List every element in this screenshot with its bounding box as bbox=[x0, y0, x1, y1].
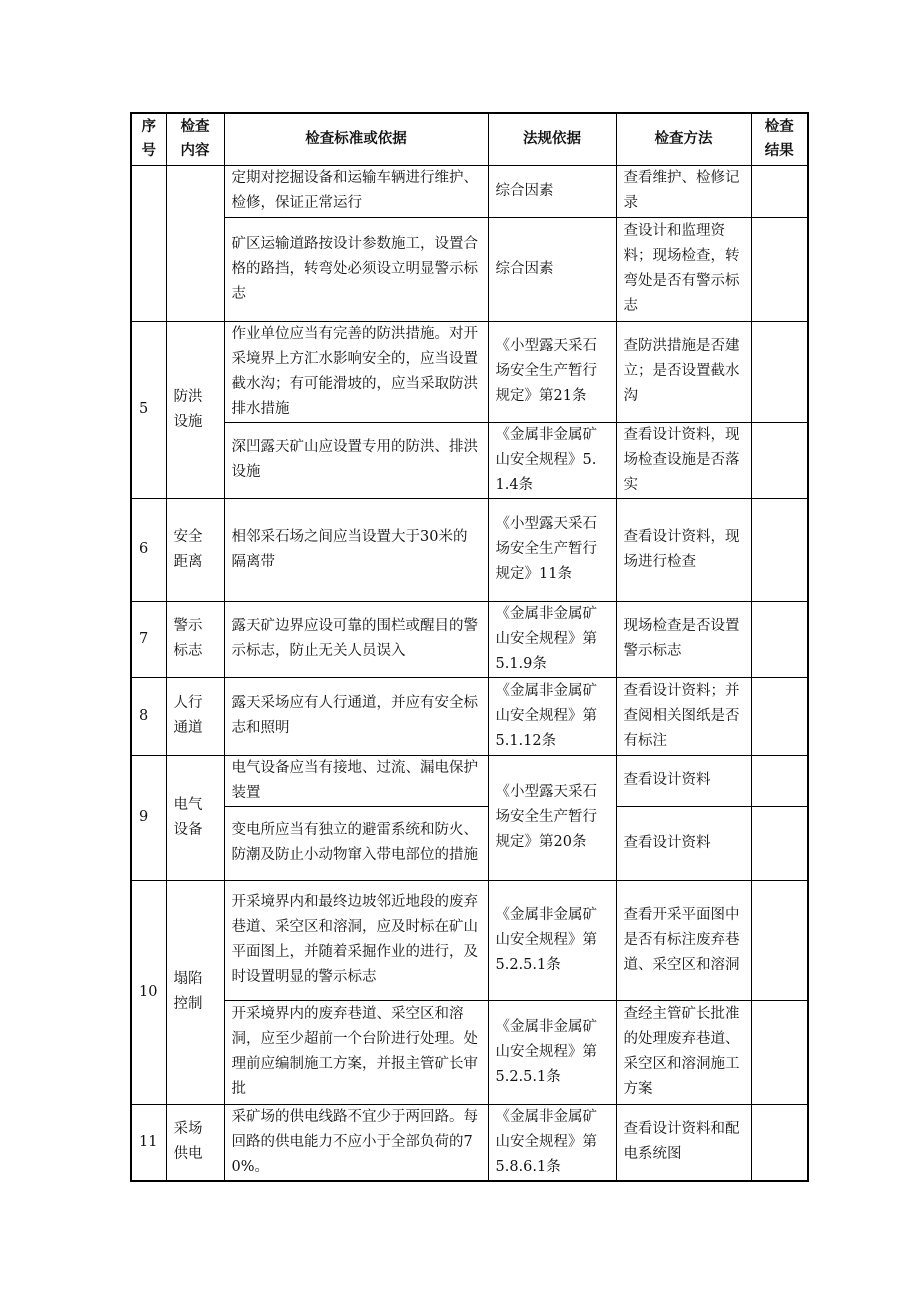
row-item: 电气设备 bbox=[166, 755, 224, 880]
header-law: 法规依据 bbox=[488, 113, 616, 165]
table-row bbox=[131, 1104, 808, 1181]
row-standard: 变电所应当有独立的避雷系统和防火、防潮及防止小动物窜入带电部位的措施 bbox=[224, 806, 488, 880]
row-no-cell bbox=[131, 165, 166, 321]
header-item: 检查内容 bbox=[166, 113, 224, 165]
table-row bbox=[131, 677, 808, 755]
row-no: 8 bbox=[131, 677, 166, 755]
table-row bbox=[131, 806, 808, 880]
row-method: 查看设计资料 bbox=[616, 806, 751, 880]
table-row bbox=[131, 755, 808, 806]
row-method: 查看设计资料，现场检查设施是否落实 bbox=[616, 422, 751, 498]
row-item: 采场供电 bbox=[166, 1104, 224, 1181]
row-no: 11 bbox=[131, 1104, 166, 1181]
table-row bbox=[131, 601, 808, 677]
row-method: 现场检查是否设置警示标志 bbox=[616, 601, 751, 677]
row-standard: 深凹露天矿山应设置专用的防洪、排洪设施 bbox=[224, 422, 488, 498]
row-item: 安全距离 bbox=[166, 498, 224, 601]
row-standard: 露天矿边界应设可靠的围栏或醒目的警示标志，防止无关人员误入 bbox=[224, 601, 488, 677]
row-method: 查看开采平面图中是否有标注废弃巷道、采空区和溶洞 bbox=[616, 880, 751, 1000]
row-method: 查看设计资料和配电系统图 bbox=[616, 1104, 751, 1181]
row-method: 查防洪措施是否建立；是否设置截水沟 bbox=[616, 321, 751, 422]
row-standard: 作业单位应当有完善的防洪措施。对开采境界上方汇水影响安全的，应当设置截水沟；有可能滑坡的，应当采取防洪排水措施 bbox=[224, 321, 488, 422]
table-row bbox=[131, 422, 808, 498]
row-standard: 开采境界内的废弃巷道、采空区和溶洞，应至少超前一个台阶进行处理。处理前应编制施工方案，并报主管矿长审批 bbox=[224, 1000, 488, 1104]
row-no: 9 bbox=[131, 755, 166, 880]
row-result bbox=[751, 422, 808, 498]
row-result bbox=[751, 806, 808, 880]
header-method: 检查方法 bbox=[616, 113, 751, 165]
table-header-row bbox=[131, 113, 808, 165]
table-row bbox=[131, 321, 808, 422]
header-no: 序号 bbox=[131, 113, 166, 165]
row-result bbox=[751, 498, 808, 601]
row-standard: 开采境界内和最终边坡邻近地段的废弃巷道、采空区和溶洞，应及时标在矿山平面图上，并随着采掘作业的进行，及时设置明显的警示标志 bbox=[224, 880, 488, 1000]
row-law: 综合因素 bbox=[488, 217, 616, 321]
row-item: 警示标志 bbox=[166, 601, 224, 677]
row-item: 防洪设施 bbox=[166, 321, 224, 498]
row-law: 《小型露天采石场安全生产暂行规定》第20条 bbox=[488, 755, 616, 880]
row-no: 7 bbox=[131, 601, 166, 677]
row-law: 《金属非金属矿山安全规程》第5.8.6.1条 bbox=[488, 1104, 616, 1181]
table-row bbox=[131, 165, 808, 217]
row-result bbox=[751, 880, 808, 1000]
row-result bbox=[751, 217, 808, 321]
row-method: 查看设计资料；并查阅相关图纸是否有标注 bbox=[616, 677, 751, 755]
table-row bbox=[131, 498, 808, 601]
row-no: 5 bbox=[131, 321, 166, 498]
row-result bbox=[751, 165, 808, 217]
row-law: 《小型露天采石场安全生产暂行规定》第21条 bbox=[488, 321, 616, 422]
row-law: 《金属非金属矿山安全规程》第5.1.12条 bbox=[488, 677, 616, 755]
row-item-cell bbox=[166, 165, 224, 321]
row-standard: 电气设备应当有接地、过流、漏电保护装置 bbox=[224, 755, 488, 806]
row-standard: 采矿场的供电线路不宜少于两回路。每回路的供电能力不应小于全部负荷的70%。 bbox=[224, 1104, 488, 1181]
row-law: 《金属非金属矿山安全规程》第5.1.9条 bbox=[488, 601, 616, 677]
row-law: 《金属非金属矿山安全规程》第5.2.5.1条 bbox=[488, 1000, 616, 1104]
row-result bbox=[751, 755, 808, 806]
row-no: 10 bbox=[131, 880, 166, 1104]
table-row bbox=[131, 217, 808, 321]
row-result bbox=[751, 601, 808, 677]
row-method: 查设计和监理资料；现场检查，转弯处是否有警示标志 bbox=[616, 217, 751, 321]
row-standard: 定期对挖掘设备和运输车辆进行维护、检修，保证正常运行 bbox=[224, 165, 488, 217]
row-method: 查经主管矿长批准的处理废弃巷道、采空区和溶洞施工方案 bbox=[616, 1000, 751, 1104]
table-row bbox=[131, 1000, 808, 1104]
inspection-table bbox=[130, 112, 809, 1182]
row-standard: 相邻采石场之间应当设置大于30米的隔离带 bbox=[224, 498, 488, 601]
row-result bbox=[751, 677, 808, 755]
row-result bbox=[751, 1000, 808, 1104]
row-item: 塌陷控制 bbox=[166, 880, 224, 1104]
header-standard: 检查标准或依据 bbox=[224, 113, 488, 165]
row-method: 查看设计资料，现场进行检查 bbox=[616, 498, 751, 601]
table-row bbox=[131, 880, 808, 1000]
row-law: 《金属非金属矿山安全规程》5.1.4条 bbox=[488, 422, 616, 498]
row-no: 6 bbox=[131, 498, 166, 601]
row-method: 查看设计资料 bbox=[616, 755, 751, 806]
row-method: 查看维护、检修记录 bbox=[616, 165, 751, 217]
row-standard: 露天采场应有人行通道，并应有安全标志和照明 bbox=[224, 677, 488, 755]
row-item: 人行通道 bbox=[166, 677, 224, 755]
row-result bbox=[751, 1104, 808, 1181]
row-law: 《小型露天采石场安全生产暂行规定》11条 bbox=[488, 498, 616, 601]
row-law: 《金属非金属矿山安全规程》第5.2.5.1条 bbox=[488, 880, 616, 1000]
header-result: 检查结果 bbox=[751, 113, 808, 165]
row-result bbox=[751, 321, 808, 422]
row-law: 综合因素 bbox=[488, 165, 616, 217]
row-standard: 矿区运输道路按设计参数施工，设置合格的路挡，转弯处必须设立明显警示标志 bbox=[224, 217, 488, 321]
